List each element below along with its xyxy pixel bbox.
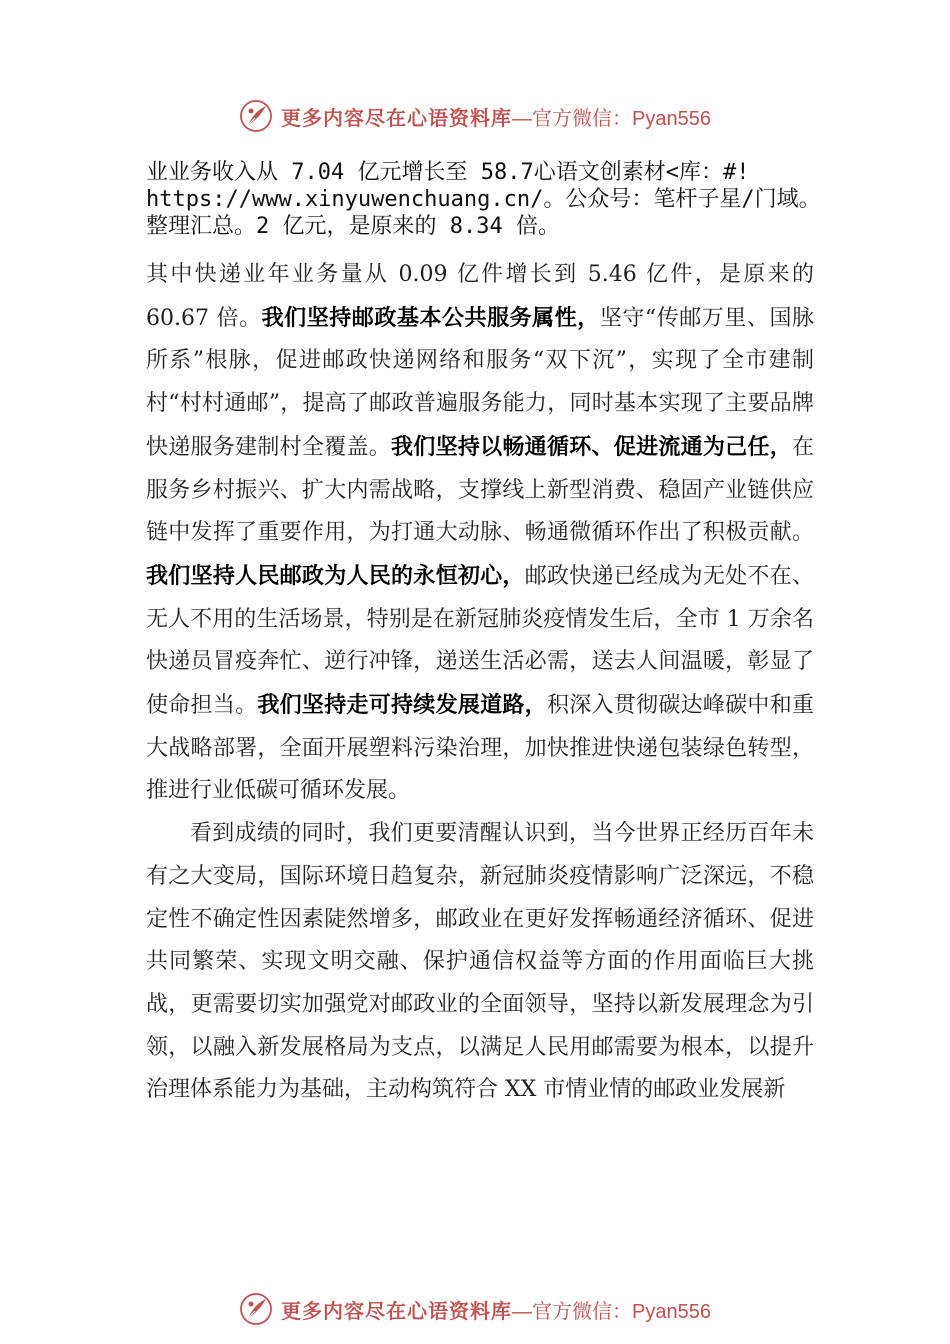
header-banner-title: 更多内容尽在心语资料库 bbox=[281, 105, 513, 130]
bold-sustainable: 我们坚持走可持续发展道路， bbox=[257, 692, 547, 719]
sentence-public-service: 坚守“传邮万里、国脉所系”根脉，促进邮政快递网络和服务“双下沉”，实现了全市建制村“村村通邮”，提高了邮政普遍服务能力，同时基本实现了主要品牌快递服务建制村全覆盖。 bbox=[146, 305, 814, 460]
header-banner bbox=[0, 96, 950, 136]
quill-pen-logo-icon bbox=[239, 1292, 273, 1326]
footer-banner bbox=[0, 1289, 950, 1329]
watermark-line-3: 整理汇总。2 亿元，是原来的 8.34 倍。 bbox=[146, 214, 560, 239]
bold-circulation: 我们坚持以畅通循环、促进流通为己任， bbox=[391, 433, 792, 460]
quill-pen-logo-icon bbox=[239, 99, 273, 133]
sentence-express-volume: 其中快递业年业务量从 0.09 亿件增长到 5.46 亿件，是原来的 60.67 倍。 bbox=[146, 262, 814, 331]
footer-banner-title: 更多内容尽在心语资料库 bbox=[281, 1298, 513, 1323]
bold-public-service: 我们坚持邮政基本公共服务属性， bbox=[261, 304, 600, 331]
document-body bbox=[146, 254, 814, 1112]
watermark-line-2: https://www.xinyuwenchuang.cn/。公众号：笔杆子星/门域。 bbox=[146, 187, 821, 212]
footer-banner-wechat: —官方微信：Pyan556 bbox=[512, 1300, 711, 1323]
header-banner-wechat: —官方微信：Pyan556 bbox=[512, 107, 711, 130]
paragraph-challenges: 看到成绩的同时，我们更要清醒认识到，当今世界正经历百年未有之大变局，国际环境日趋复杂，新冠肺炎疫情影响广泛深远，不稳定性不确定性因素陡然增多，邮政业在更好发挥畅通经济循环、促进共同繁荣、实现文明交融、保护通信权益等方面的作用面临巨大挑战，更需要切实加强党对邮政业的全面领导，坚持以新发展理念为引领，以融入新发展格局为支点，以满足人民用邮需要为根本，以提升治理体系能力为基础，主动构筑符合 XX 市情业情的邮政业发展新 bbox=[146, 821, 814, 1103]
sentence-circulation: 在服务乡村振兴、扩大内需战略，支撑线上新型消费、稳固产业链供应链中发挥了重要作用，为打通大动脉、畅通微循环作出了积极贡献。 bbox=[146, 434, 814, 546]
sentence-people-first: 邮政快递已经成为无处不在、无人不用的生活场景，特别是在新冠肺炎疫情发生后，全市 1 万余名快递员冒疫奔忙、逆行冲锋，递送生活必需，送去人间温暖，彰显了使命担当。 bbox=[146, 563, 814, 719]
bold-people-first: 我们坚持人民邮政为人民的永恒初心， bbox=[146, 562, 525, 589]
watermark-line-1: 业业务收入从 7.04 亿元增长至 58.7心语文创素材<库：#! bbox=[146, 160, 750, 185]
paragraph-achievements bbox=[146, 254, 814, 813]
sentence-sustainable: 积深入贯彻碳达峰碳中和重大战略部署，全面开展塑料污染治理，加快推进快递包装绿色转型，推进行业低碳可循环发展。 bbox=[146, 693, 814, 804]
